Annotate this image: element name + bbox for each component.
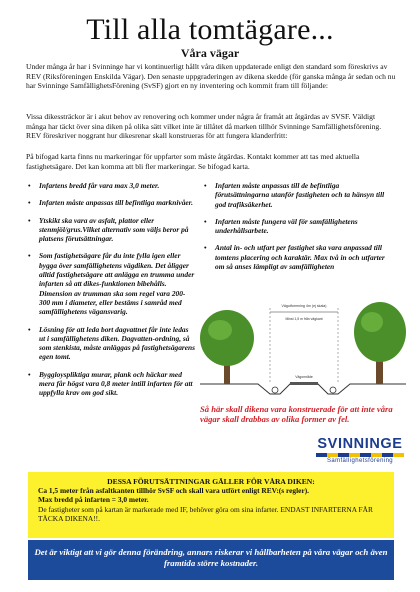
logo-subtitle: Samfällighetsförening (326, 458, 394, 464)
rules-right-column (204, 181, 394, 279)
rule-item: • Infarten måste fungera väl för samfällighetens underhållsarbete. (204, 216, 358, 236)
bullet-icon: • (28, 181, 31, 190)
rule-item: • Lösning för att leda bort dagvattnet får inte ledas ut i samfällighetens diken. Dagvatten-ordning, så som stenkista, måste anläggas på fastighetsägarens egen tomt. (28, 324, 196, 362)
conditions-box (28, 472, 394, 538)
rule-item: • Antal in- och utfart per fastighet ska vara anpassad till tomtens placering och karaktär. Max två in och utfarter om så anses lämpligt av samfälligheten (204, 243, 385, 272)
rule-item: • Infarten måste anpassas till befintliga marknivåer. (28, 198, 193, 208)
diagram-caption: Så här skall dikena vara konstruerade för att inte våra vägar skall drabbas av olika former av fel. (200, 404, 393, 425)
intro-paragraph-2: Vissa dikessträckor är i akut behov av renovering och kommer under några år framåt att åtgärdas av SVSF. Väldigt många har täckt över sina diken på olika sätt vilket inte är tillåtet då marken tillhör Svinninge Samfällighetsförening. REV föreskriver noggrant hur dikesrenar skall konstrueras för att fungera klanderfritt: (26, 112, 382, 141)
page-subtitle: Våra vägar (180, 46, 240, 60)
rule-item: • Som fastighetsägare får du inte fylla igen eller bygga över samfällighetens vägdiken. Det åligger alltid fastighetsägare att anlägga en trumma under infarten så att dikes-funktionen bibehålls. Dimension av trumman ska som regel vara 200-300 mm i diameter, eller bestäms i samråd med samfällighetens vägansvarig. (28, 251, 195, 317)
bullet-icon: • (28, 251, 31, 261)
conditions-line-2: Max bredd på infarten = 3,0 meter. (38, 495, 149, 505)
diagram-label-top: Vägutformning 4m (ej skala) (281, 304, 327, 308)
rules-left-column (28, 181, 196, 406)
bullet-icon: • (204, 216, 207, 226)
conditions-line-1: Ca 1,5 meter från asfaltkanten tillhör SvSF och skall vara utfört enligt REV:(s regler). (38, 486, 310, 496)
page-title: Till alla tomtägare... (86, 13, 334, 46)
diagram-label-sub: Minst 1,5 m från vägkant (285, 317, 323, 321)
rule-item: • Infartens bredd får vara max 3,0 meter. (28, 181, 160, 190)
bullet-icon: • (204, 243, 207, 253)
bullet-icon: • (28, 324, 31, 334)
intro-paragraph-1: Under många år har i Svinninge har vi kontinuerligt hållt våra diken uppdaterade enligt den standard som föreskrivs av REV (Riksföreningen Enskilda Vägar). Den senaste uppgraderingen av dikena skedde (för ganska många år sedan och nu har Svinninge SamfällighetsFörening (SvSF) gjort en ny inventering och kommit fram till följande: (26, 62, 396, 91)
culvert-icon (272, 387, 278, 393)
intro-paragraph-3: På bifogad karta finns nu markeringar för uppfarter som måste åtgärdas. Kontakt kommer att tas med aktuella fastighetsägare. Det kan komma att bli fler markeringar. Se bifogad karta. (26, 152, 360, 171)
ditch-diagram (200, 298, 406, 400)
logo-name: SVINNINGE (317, 436, 403, 452)
tree-highlight (208, 320, 232, 340)
bullet-icon: • (28, 369, 31, 379)
conditions-line-3: De fastigheter som på kartan är markerade med IF, behöver göra om sina infarter. ENDAST INFARTERNA FÅR TÄCKA DIKENA!!. (38, 504, 373, 523)
bullet-icon: • (204, 181, 207, 190)
culvert-icon (330, 387, 336, 393)
svinninge-logo (314, 436, 406, 468)
diagram-label-road: Vägområde (295, 375, 313, 379)
bullet-icon: • (28, 215, 31, 225)
footer-banner: Det är viktigt att vi gör denna förändring, annars riskerar vi hållbarheten på våra vägar och även framtida större kostnader. (28, 540, 394, 580)
conditions-heading: DESSA FÖRUTSÄTTNINGAR GÄLLER FÖR VÅRA DIKEN: (107, 477, 315, 486)
rule-item: • Infarten måste anpassas till de befintliga förutsättningarna utanför fastigheten och ta hänsyn till god trafiksäkerhet. (204, 181, 385, 209)
flag-strip-icon (316, 453, 404, 457)
tree-highlight (361, 312, 383, 332)
tree-icon (354, 302, 406, 362)
bullet-icon: • (28, 198, 31, 208)
road-surface (290, 382, 318, 385)
rule-item: • Ytskikt ska vara av asfalt, plattor eller stenmjöl/grus.Vilket alternativ som väljs beror på platsens förutsättningar. (28, 215, 189, 244)
rule-item: • Byggloyspliktiga murar, plank och häckar med mera får högst vara 0,8 meter intill infarten för att uppfylla krav om god sikt. (28, 369, 193, 398)
ground-profile (200, 384, 406, 394)
